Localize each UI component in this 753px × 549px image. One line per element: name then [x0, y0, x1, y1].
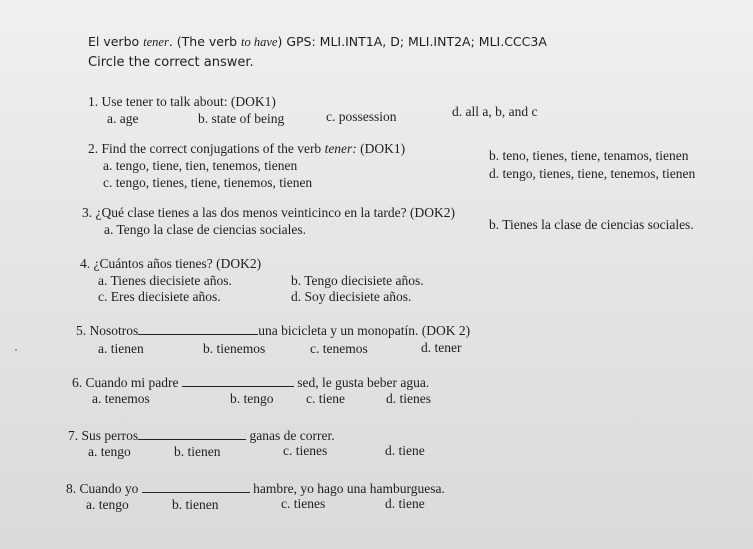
paper-speck	[15, 349, 17, 351]
question-7-option-b[interactable]: b. tienen	[174, 444, 221, 459]
question-8-option-d[interactable]: d. tiene	[385, 496, 425, 511]
question-8-option-b[interactable]: b. tienen	[172, 497, 219, 512]
question-4-option-a[interactable]: a. Tienes diecisiete años.	[98, 273, 232, 288]
question-7-option-c[interactable]: c. tienes	[283, 443, 328, 458]
question-1-prompt: 1. Use tener to talk about: (DOK1)	[88, 94, 276, 109]
question-1-option-d[interactable]: d. all a, b, and c	[452, 104, 538, 119]
question-8-option-a[interactable]: a. tengo	[86, 497, 129, 512]
question-8-prompt: 8. Cuando yo hambre, yo hago una hamburguesa.	[66, 481, 445, 496]
question-1-option-c[interactable]: c. possession	[326, 109, 397, 124]
question-5-prompt: 5. Nosotros una bicicleta y un monopatín. (DOK 2)	[76, 323, 471, 338]
question-3-prompt: 3. ¿Qué clase tienes a las dos menos veinticinco en la tarde? (DOK2)	[82, 205, 455, 220]
question-4-option-b[interactable]: b. Tengo diecisiete años.	[291, 273, 424, 288]
question-5-option-a[interactable]: a. tienen	[98, 341, 144, 356]
question-2-option-d[interactable]: d. tengo, tienes, tiene, tenemos, tienen	[489, 166, 696, 181]
question-5-option-d[interactable]: d. tener	[421, 340, 462, 355]
question-4-option-d[interactable]: d. Soy diecisiete años.	[291, 289, 412, 304]
question-3-option-b[interactable]: b. Tienes la clase de ciencias sociales.	[489, 217, 694, 232]
question-6-option-c[interactable]: c. tiene	[306, 391, 345, 406]
question-5-blank[interactable]	[138, 322, 258, 335]
question-6-option-d[interactable]: d. tienes	[386, 391, 431, 406]
question-7-option-d[interactable]: d. tiene	[385, 443, 425, 458]
question-6-prompt: 6. Cuando mi padre sed, le gusta beber agua.	[72, 375, 430, 390]
question-6-option-b[interactable]: b. tengo	[230, 391, 274, 406]
question-2-option-a[interactable]: a. tengo, tiene, tien, tenemos, tienen	[103, 158, 298, 173]
question-5-option-b[interactable]: b. tienemos	[203, 341, 266, 356]
question-8-option-c[interactable]: c. tienes	[281, 496, 326, 511]
question-7-option-a[interactable]: a. tengo	[88, 444, 131, 459]
question-4-option-c[interactable]: c. Eres diecisiete años.	[98, 289, 221, 304]
question-3-option-a[interactable]: a. Tengo la clase de ciencias sociales.	[104, 222, 306, 237]
question-6-blank[interactable]	[182, 374, 294, 387]
question-1-option-b[interactable]: b. state of being	[198, 111, 285, 126]
question-2-option-b[interactable]: b. teno, tienes, tiene, tenamos, tienen	[489, 148, 689, 163]
question-4-prompt: 4. ¿Cuántos años tienes? (DOK2)	[80, 256, 262, 271]
question-7-blank[interactable]	[138, 427, 246, 440]
header-instruction: Circle the correct answer.	[88, 55, 254, 70]
question-5-option-c[interactable]: c. tenemos	[310, 341, 368, 356]
question-6-option-a[interactable]: a. tenemos	[92, 391, 150, 406]
question-7-prompt: 7. Sus perros ganas de correr.	[68, 428, 335, 443]
question-2-prompt: 2. Find the correct conjugations of the verb tener: (DOK1)	[88, 141, 406, 156]
question-8-blank[interactable]	[142, 480, 250, 493]
question-2-option-c[interactable]: c. tengo, tienes, tiene, tienemos, tienen	[103, 175, 313, 190]
header-line-1: El verbo tener. (The verb to have) GPS: MLI.INT1A, D; MLI.INT2A; MLI.CCC3A	[88, 34, 547, 49]
question-1-option-a[interactable]: a. age	[107, 111, 139, 126]
